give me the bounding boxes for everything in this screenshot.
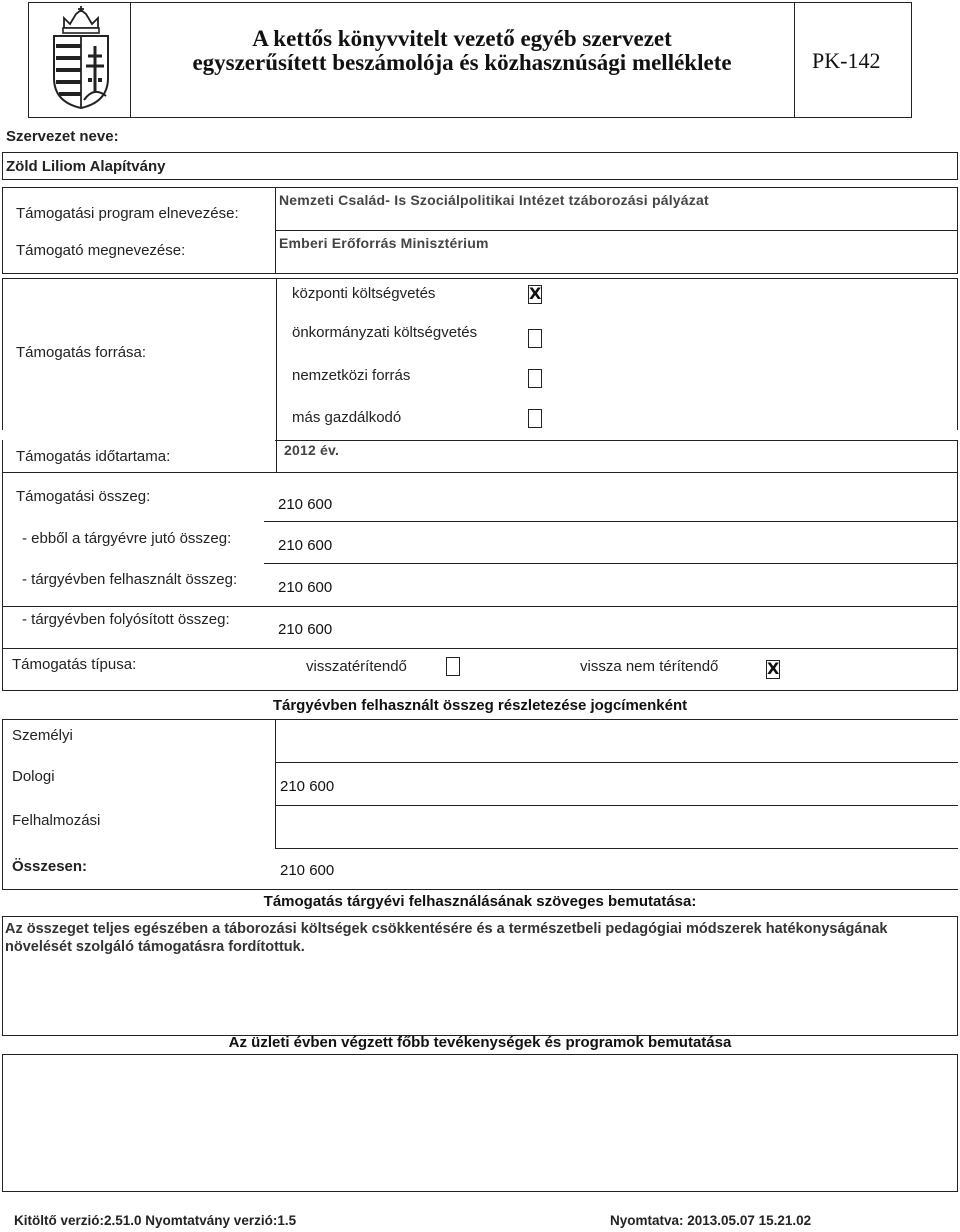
source-checkbox-central[interactable]: X xyxy=(529,284,542,303)
amount-disbursed-value: 210 600 xyxy=(278,621,333,638)
breakdown-line-1 xyxy=(275,762,958,763)
amount-line-3 xyxy=(2,606,958,607)
breakdown-divider xyxy=(275,719,276,849)
org-name-value: Zöld Liliom Alapítvány xyxy=(6,158,166,175)
source-checkbox-other-business[interactable] xyxy=(528,409,542,428)
amount-used-label: - tárgyévben felhasznált összeg: xyxy=(22,571,238,588)
source-checkbox-international[interactable] xyxy=(528,369,542,388)
header-divider-right xyxy=(794,2,795,118)
program-name-value: Nemzeti Család- Is Szociálpolitikai Intézet tzáborozási pályázat xyxy=(279,192,709,208)
breakdown-material-value: 210 600 xyxy=(280,778,335,795)
source-divider xyxy=(276,278,277,430)
source-option-other-business: más gazdálkodó xyxy=(292,409,402,426)
breakdown-total-value: 210 600 xyxy=(280,862,335,879)
breakdown-line-2 xyxy=(275,805,958,806)
amount-current-year-label: - ebből a tárgyévre jutó összeg: xyxy=(22,530,232,547)
footer-version: Kitöltő verzió:2.51.0 Nyomtatvány verzió:1.5 xyxy=(14,1213,297,1228)
source-label: Támogatás forrása: xyxy=(16,344,147,361)
duration-label: Támogatás időtartama: xyxy=(16,448,171,465)
source-option-central: központi költségvetés xyxy=(292,285,436,302)
type-checkbox-refundable[interactable] xyxy=(446,657,460,676)
amount-total-value: 210 600 xyxy=(278,496,333,513)
amount-current-year-value: 210 600 xyxy=(278,537,333,554)
amount-used-value: 210 600 xyxy=(278,579,333,596)
usage-text: Az összeget teljes egészében a táborozási költségek csökkentésére és a természetbeli pedagógiai módszerek hatékonyságának növelését szolgáló támogatásra fordítottuk. xyxy=(5,921,888,955)
program-row-divider xyxy=(275,230,958,231)
activities-title: Az üzleti évben végzett főbb tevékenységek és programok bemutatása xyxy=(228,1034,732,1051)
coat-of-arms-icon xyxy=(50,6,112,110)
amount-total-label: Támogatási összeg: xyxy=(16,488,151,505)
activities-text-box xyxy=(2,1054,958,1192)
amount-disbursed-label: - tárgyévben folyósított összeg: xyxy=(22,611,230,628)
duration-value: 2012 év. xyxy=(284,442,340,458)
source-option-municipal: önkormányzati költségvetés xyxy=(292,324,478,341)
program-name-label: Támogatási program elnevezése: xyxy=(16,205,239,222)
org-name-label: Szervezet neve: xyxy=(6,128,119,145)
breakdown-title: Tárgyévben felhasznált összeg részletezése jogcímenként xyxy=(272,697,688,714)
breakdown-capital-label: Felhalmozási xyxy=(12,812,101,829)
breakdown-total-label: Összesen: xyxy=(12,858,88,875)
form-title-line2: egyszerűsített beszámolója és közhasznúsági melléklete xyxy=(192,50,732,75)
supporter-value: Emberi Erőforrás Minisztérium xyxy=(279,235,489,251)
type-option-refundable: visszatérítendő xyxy=(306,658,407,675)
duration-divider xyxy=(276,430,277,473)
source-option-international: nemzetközi forrás xyxy=(292,367,411,384)
type-checkbox-non-refundable[interactable]: X xyxy=(767,659,780,678)
breakdown-line-3 xyxy=(275,848,958,849)
duration-top-line xyxy=(275,440,958,441)
form-title-line1: A kettős könyvvitelt vezető egyéb szervezet xyxy=(252,26,672,51)
breakdown-material-label: Dologi xyxy=(12,768,55,785)
type-option-non-refundable: vissza nem térítendő xyxy=(580,658,719,675)
form-code: PK-142 xyxy=(812,48,881,73)
amount-line-2 xyxy=(264,563,958,564)
type-label: Támogatás típusa: xyxy=(12,656,137,673)
breakdown-personal-label: Személyi xyxy=(12,727,73,744)
footer-printed-date: Nyomtatva: 2013.05.07 15.21.02 xyxy=(610,1213,812,1228)
usage-title: Támogatás tárgyévi felhasználásának szöveges bemutatása: xyxy=(263,893,697,910)
amount-line-1 xyxy=(264,521,958,522)
type-row xyxy=(2,649,958,691)
supporter-label: Támogató megnevezése: xyxy=(16,242,186,259)
source-checkbox-municipal[interactable] xyxy=(528,329,542,348)
